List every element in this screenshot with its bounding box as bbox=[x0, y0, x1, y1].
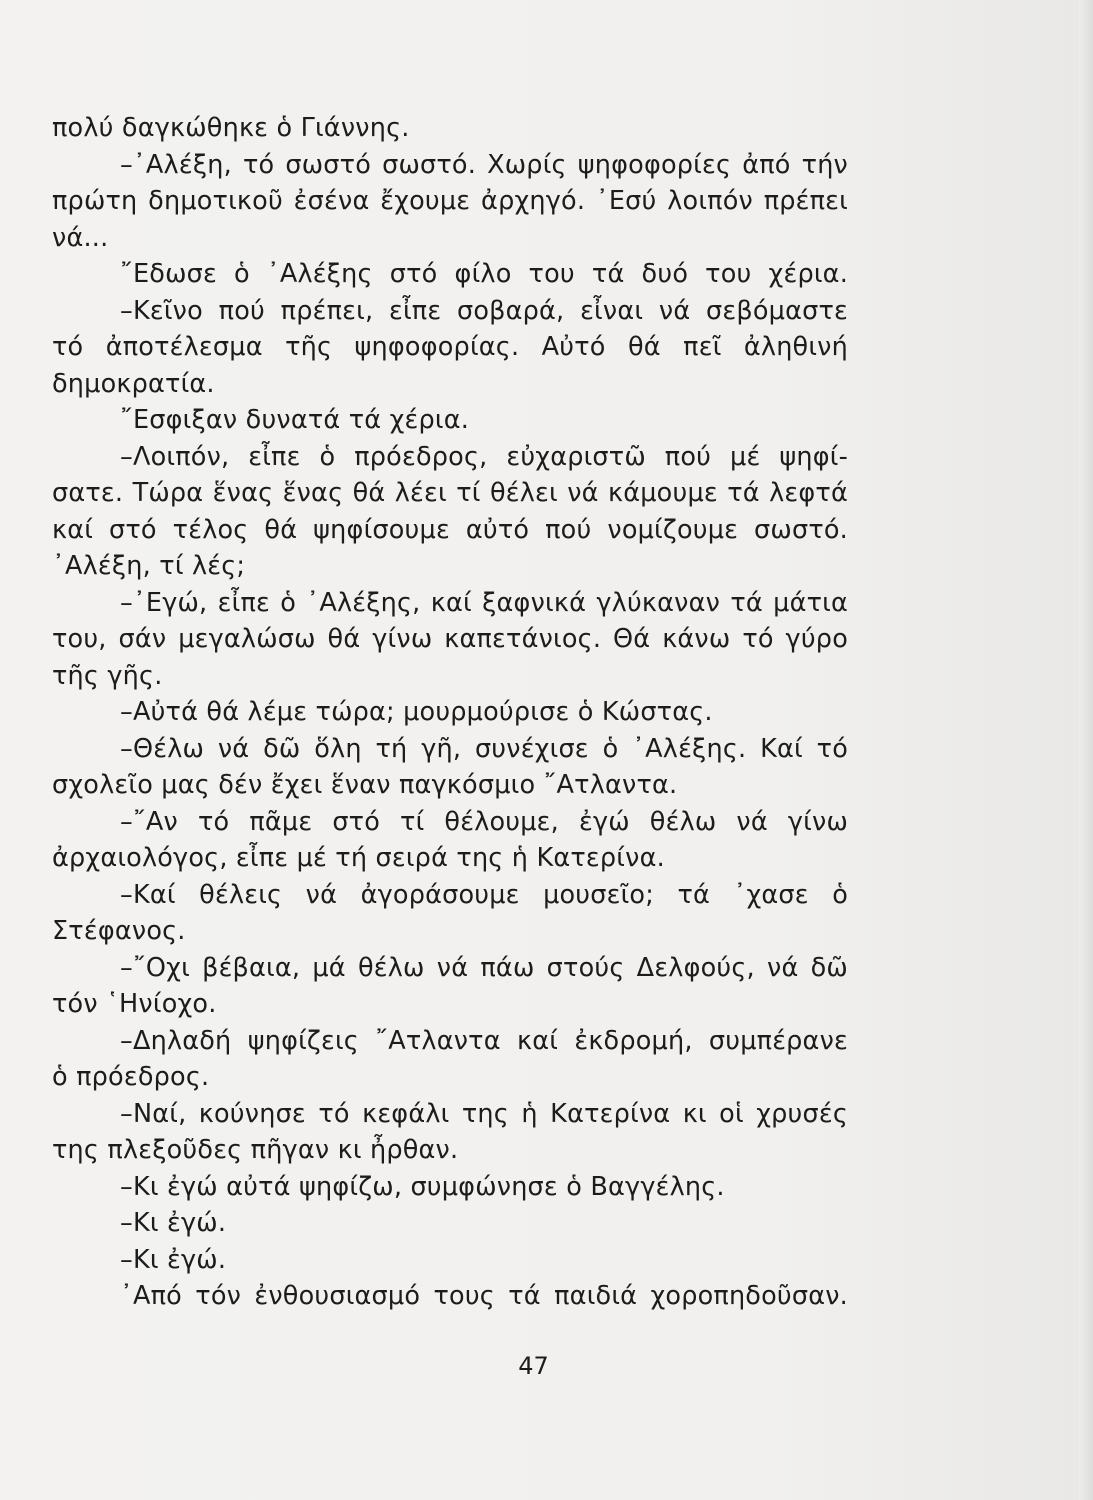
text-line: –Λοιπόν, εἶπε ὁ πρόεδρος, εὐχαριστῶ πού μέ ψηφί- bbox=[120, 441, 848, 472]
text-line: –᾿Εγώ, εἶπε ὁ ᾿Αλέξης, καί ξαφνικά γλύκαναν τά μάτια bbox=[120, 587, 848, 618]
text-line: της πλεξοῦδες πῆγαν κι ἦρθαν. bbox=[52, 1135, 459, 1165]
text-line: ῎Εσφιξαν δυνατά τά χέρια. bbox=[120, 405, 470, 435]
text-line: σχολεῖο μας δέν ἔχει ἕναν παγκόσμιο ῎Ατλαντα. bbox=[52, 770, 678, 800]
text-line: πρώτη δημοτικοῦ ἐσένα ἔχουμε ἀρχηγό. ᾿Εσύ λοιπόν πρέπει bbox=[52, 186, 848, 216]
text-line: –Δηλαδή ψηφίζεις ῎Ατλαντα καί ἐκδρομή, συμπέρανε bbox=[120, 1025, 848, 1056]
text-line: ᾿Από τόν ἐνθουσιασμό τους τά παιδιά χοροπηδοῦσαν. bbox=[120, 1281, 848, 1311]
text-line: –Κι ἐγώ. bbox=[120, 1208, 227, 1238]
text-line: –Θέλω νά δῶ ὅλη τή γῆ, συνέχισε ὁ ᾿Αλέξης. Καί τό bbox=[120, 733, 848, 764]
text-line: τό ἀποτέλεσμα τῆς ψηφοφορίας. Αὐτό θά πεῖ ἀληθινή bbox=[52, 332, 848, 362]
text-line: δημοκρατία. bbox=[52, 368, 215, 399]
text-line: –῎Αν τό πᾶμε στό τί θέλουμε, ἐγώ θέλω νά γίνω bbox=[120, 806, 848, 837]
text-line: –Ναί, κούνησε τό κεφάλι της ἡ Κατερίνα κι οἱ χρυσές bbox=[120, 1098, 848, 1129]
text-line: πολύ δαγκώθηκε ὁ Γιάννης. bbox=[52, 113, 410, 143]
text-line: καί στό τέλος θά ψηφίσουμε αὐτό πού νομίζουμε σωστό. bbox=[52, 514, 848, 545]
text-line: –᾿Αλέξη, τό σωστό σωστό. Χωρίς ψηφοφορίες ἀπό τήν bbox=[120, 149, 848, 180]
text-line: –Κεῖνο πού πρέπει, εἶπε σοβαρά, εἶναι νά σεβόμαστε bbox=[120, 295, 848, 326]
body-text bbox=[52, 110, 848, 1315]
text-line: –Καί θέλεις νά ἀγοράσουμε μουσεῖο; τά ᾿χασε ὁ bbox=[120, 879, 848, 910]
page-edge-shadow bbox=[1079, 0, 1093, 1500]
text-line: ὁ πρόεδρος. bbox=[52, 1062, 210, 1092]
text-line: –Αὐτά θά λέμε τώρα; μουρμούρισε ὁ Κώστας. bbox=[120, 697, 713, 727]
text-line: –Κι ἐγώ αὐτά ψηφίζω, συμφώνησε ὁ Βαγγέλης. bbox=[120, 1171, 725, 1202]
text-line: –Κι ἐγώ. bbox=[120, 1244, 227, 1275]
text-line: ᾿Αλέξη, τί λές; bbox=[52, 551, 246, 581]
text-line: τῆς γῆς. bbox=[52, 660, 163, 691]
text-line: τόν ῾Ηνίοχο. bbox=[52, 989, 217, 1019]
text-line: Στέφανος. bbox=[52, 916, 186, 946]
text-line: νά... bbox=[52, 222, 109, 253]
text-line: ῎Εδωσε ὁ ᾿Αλέξης στό φίλο του τά δυό του χέρια. bbox=[120, 259, 848, 289]
text-line: του, σάν μεγαλώσω θά γίνω καπετάνιος. Θά κάνω τό γύρο bbox=[52, 624, 848, 654]
text-line: –῎Οχι βέβαια, μά θέλω νά πάω στούς Δελφούς, νά δῶ bbox=[120, 952, 848, 983]
page-number: 47 bbox=[518, 1352, 549, 1380]
text-line: σατε. Τώρα ἕνας ἕνας θά λέει τί θέλει νά κάμουμε τά λεφτά bbox=[52, 478, 848, 508]
text-line: ἀρχαιολόγος, εἶπε μέ τή σειρά της ἡ Κατερίνα. bbox=[52, 843, 665, 873]
